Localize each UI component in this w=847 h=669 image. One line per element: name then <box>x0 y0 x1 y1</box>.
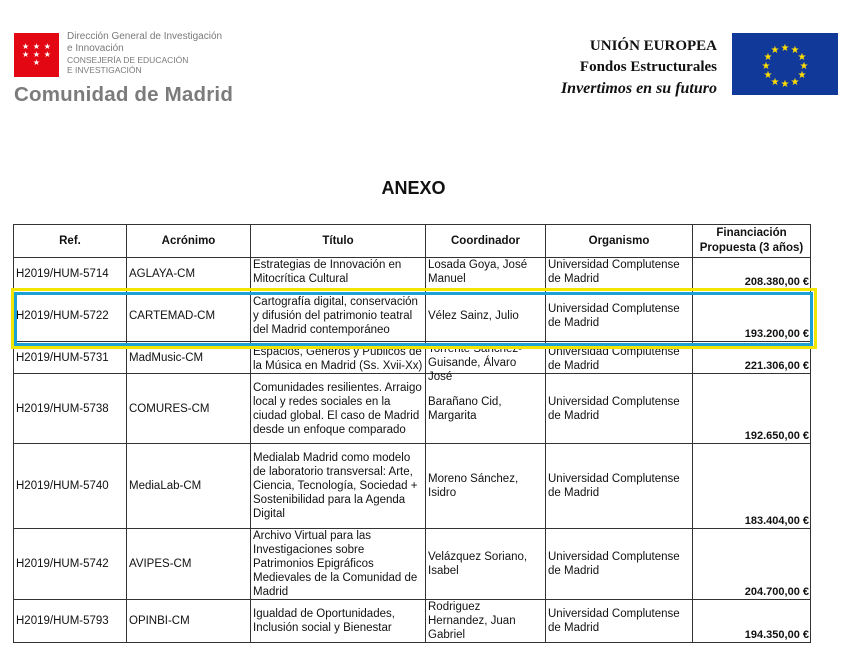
cell-coordinator: Moreno Sánchez, Isidro <box>426 444 546 529</box>
eu-line-3: Invertimos en su futuro <box>560 80 717 97</box>
svg-text:★: ★ <box>799 61 809 72</box>
eu-line-1: UNIÓN EUROPEA <box>589 38 717 54</box>
header-acronym: Acrónimo <box>127 225 251 258</box>
svg-text:★: ★ <box>790 77 800 88</box>
cell-organism: Universidad Complutense de Madrid <box>546 600 693 643</box>
header-ref: Ref. <box>14 225 127 258</box>
cell-amount: 193.200,00 € <box>693 290 811 342</box>
cell-title: Comunidades resilientes. Arraigo local y redes sociales en la ciudad global. El caso de Madrid desde un enfoque comparado <box>251 374 426 444</box>
table-row <box>14 374 811 444</box>
cell-coordinator: Rodriguez Hernandez, Juan Gabriel <box>426 600 546 643</box>
cell-acronym: OPINBI-CM <box>127 600 251 643</box>
institution-name <box>67 31 267 75</box>
brand-name: Comunidad de Madrid <box>14 83 234 106</box>
cell-amount: 192.650,00 € <box>693 374 811 444</box>
institution-line-3: CONSEJERÍA DE EDUCACIÓN <box>67 55 189 65</box>
cell-title: Medialab Madrid como modelo de laboratorio transversal: Arte, Ciencia, Tecnología, Sociedad + Sostenibilidad para la Agenda Digital <box>251 444 426 529</box>
cell-coordinator <box>426 258 546 290</box>
cell-acronym: AGLAYA-CM <box>127 258 251 290</box>
cell-title-text: Espacios, Géneros y Públicos de la Música en Madrid (Ss. Xvii-Xx) <box>253 346 423 372</box>
institution-line-1: Dirección General de Investigación <box>67 31 223 42</box>
table-row <box>14 600 811 643</box>
header-coordinator: Coordinador <box>426 225 546 258</box>
cell-coordinator: Barañano Cid, Margarita <box>426 374 546 444</box>
cell-acronym: MediaLab-CM <box>127 444 251 529</box>
cell-ref: H2019/HUM-5731 <box>14 342 127 374</box>
cell-acronym: MadMusic-CM <box>127 342 251 374</box>
cell-coordinator-text: Torrente Sánchez-Guisande, Álvaro José <box>428 343 522 383</box>
eu-line-2: Fondos Estructurales <box>579 59 717 75</box>
cell-organism: Universidad Complutense de Madrid <box>546 290 693 342</box>
svg-text:★: ★ <box>780 43 790 54</box>
cell-amount: 204.700,00 € <box>693 529 811 600</box>
cell-title <box>251 342 426 374</box>
eu-flag-logo <box>732 33 838 95</box>
table-row <box>14 529 811 600</box>
cell-title: Igualdad de Oportunidades, Inclusión social y Bienestar <box>251 600 426 643</box>
cell-coordinator: Vélez Sainz, Julio <box>426 290 546 342</box>
cell-title <box>251 258 426 290</box>
cell-coordinator: Velázquez Soriano, Isabel <box>426 529 546 600</box>
cell-ref: H2019/HUM-5793 <box>14 600 127 643</box>
header-title: Título <box>251 225 426 258</box>
cell-coordinator <box>426 342 546 383</box>
eu-caption <box>561 36 717 99</box>
svg-text:★: ★ <box>763 52 773 63</box>
svg-text:★: ★ <box>763 70 773 81</box>
cell-title-text: Estrategias de Innovación en Mitocrítica Cultural <box>253 259 402 285</box>
eu-stars-icon <box>732 33 838 95</box>
cell-acronym: AVIPES-CM <box>127 529 251 600</box>
cell-ref: H2019/HUM-5740 <box>14 444 127 529</box>
header-organism: Organismo <box>546 225 693 258</box>
table-row <box>14 444 811 529</box>
projects-table <box>13 224 811 643</box>
cell-organism: Universidad Complutense de Madrid <box>546 529 693 600</box>
cell-organism: Universidad Complutense de Madrid <box>546 374 693 444</box>
cell-organism-text: Universidad Complutense de Madrid <box>548 259 680 285</box>
table-row <box>14 342 811 374</box>
cell-ref: H2019/HUM-5714 <box>14 258 127 290</box>
svg-text:★: ★ <box>790 45 800 56</box>
cell-title: Archivo Virtual para las Investigaciones sobre Patrimonios Epigráficos Medievales de la Comunidad de Madrid <box>251 529 426 600</box>
cell-organism-text: Universidad Complutense de Madrid <box>548 346 680 372</box>
cell-ref: H2019/HUM-5722 <box>14 290 127 342</box>
svg-text:★: ★ <box>797 52 807 63</box>
cell-amount: 194.350,00 € <box>693 600 811 643</box>
svg-text:★: ★ <box>780 79 790 90</box>
table-row <box>14 258 811 290</box>
table-row <box>14 290 811 342</box>
cell-ref: H2019/HUM-5738 <box>14 374 127 444</box>
cell-title: Cartografía digital, conservación y difusión del patrimonio teatral del Madrid contemporáneo <box>251 290 426 342</box>
cell-organism <box>546 258 693 290</box>
cell-organism <box>546 342 693 374</box>
svg-text:★: ★ <box>770 77 780 88</box>
cell-ref: H2019/HUM-5742 <box>14 529 127 600</box>
header-funding: Financiación Propuesta (3 años) <box>693 225 811 258</box>
cell-amount: 183.404,00 € <box>693 444 811 529</box>
cell-amount: 208.380,00 € <box>693 258 811 290</box>
page-title: ANEXO <box>381 178 446 198</box>
institution-line-4: E INVESTIGACIÓN <box>67 65 142 75</box>
table-header-row <box>14 225 811 258</box>
cell-acronym: COMURES-CM <box>127 374 251 444</box>
svg-text:★: ★ <box>761 61 771 72</box>
cell-acronym: CARTEMAD-CM <box>127 290 251 342</box>
svg-text:★: ★ <box>797 70 807 81</box>
cell-coordinator-text: Losada Goya, José Manuel <box>428 259 528 285</box>
cell-organism: Universidad Complutense de Madrid <box>546 444 693 529</box>
institution-line-2: e Innovación <box>67 43 124 54</box>
cell-amount: 221.306,00 € <box>693 342 811 374</box>
svg-text:★: ★ <box>770 45 780 56</box>
madrid-flag-logo: ★ ★ ★ ★ ★ ★ ★ <box>14 33 59 77</box>
